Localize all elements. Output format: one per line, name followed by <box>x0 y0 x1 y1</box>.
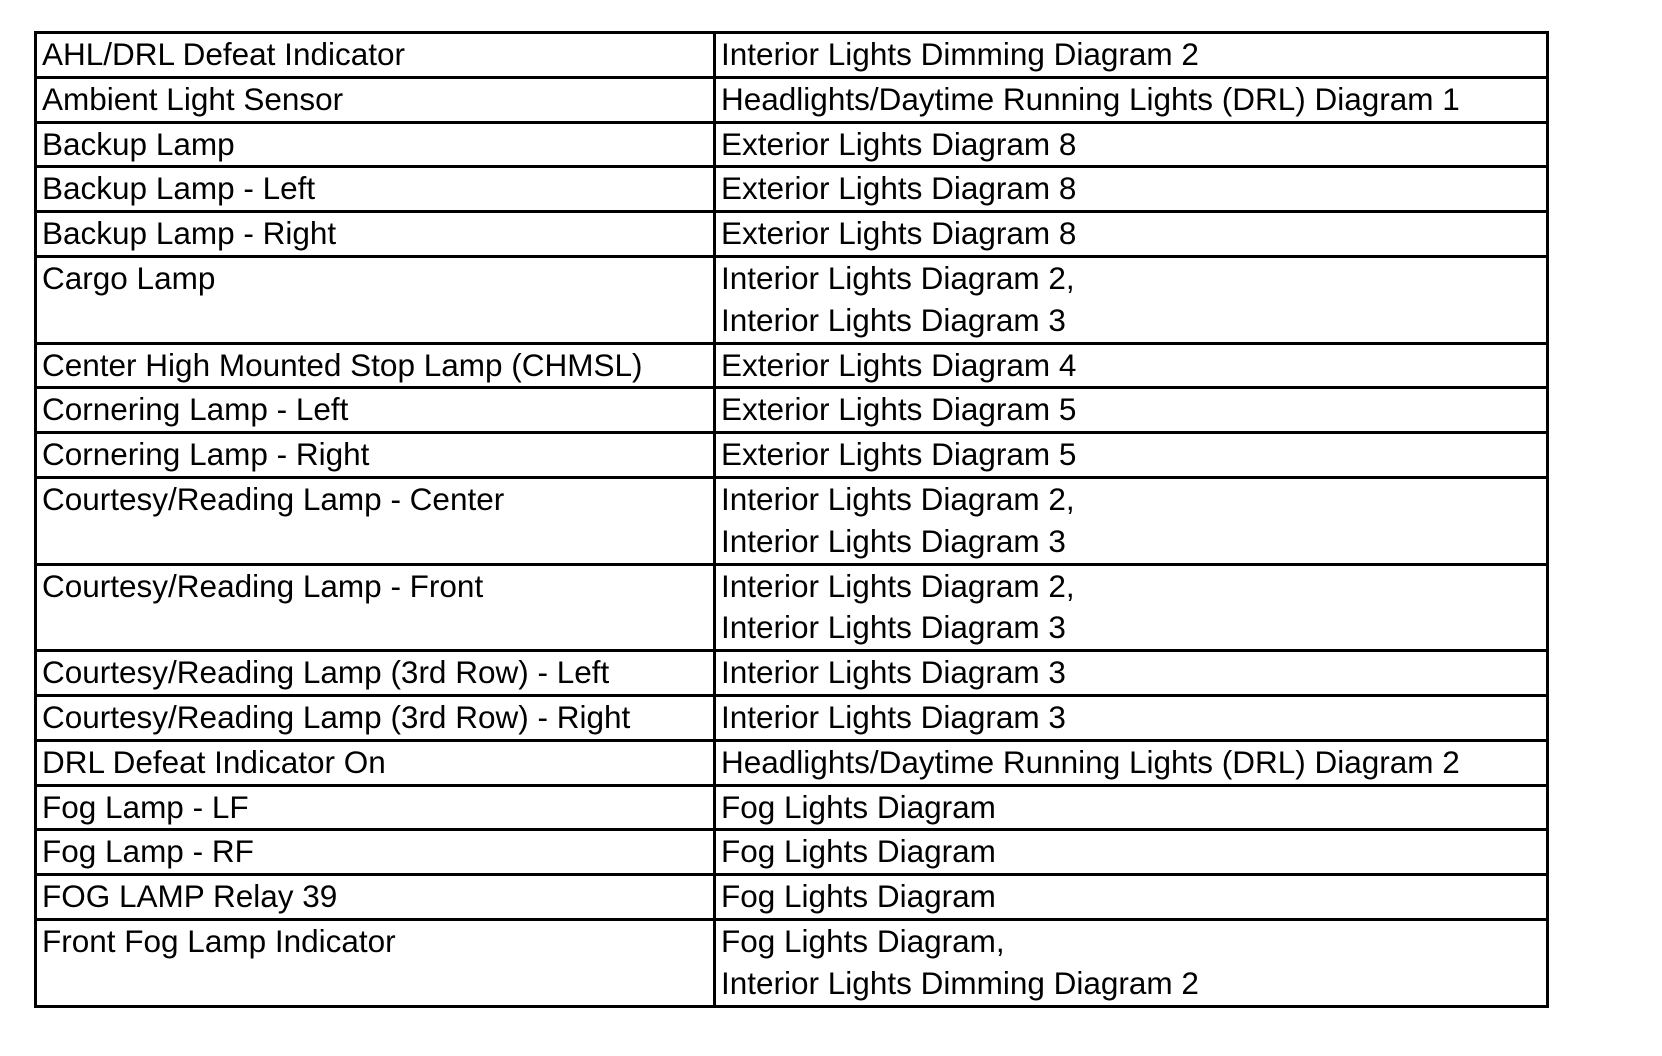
table-row <box>36 919 1548 1006</box>
component-cell: Backup Lamp <box>36 122 715 167</box>
diagram-reference: Interior Lights Diagram 3 <box>721 522 1066 559</box>
diagram-reference: Exterior Lights Diagram 4 <box>721 346 1077 383</box>
component-cell: Cargo Lamp <box>36 256 715 343</box>
table-row <box>36 433 1548 478</box>
diagram-cell <box>715 919 1548 1006</box>
diagram-cell <box>715 33 1548 78</box>
diagram-cell <box>715 343 1548 388</box>
diagram-cell <box>715 740 1548 785</box>
component-cell: Backup Lamp - Right <box>36 212 715 257</box>
diagram-cell <box>715 695 1548 740</box>
diagram-reference: Interior Lights Diagram 3 <box>721 609 1066 646</box>
table-row <box>36 122 1548 167</box>
diagram-cell <box>715 122 1548 167</box>
diagram-cell <box>715 433 1548 478</box>
table-row <box>36 651 1548 696</box>
diagram-cell <box>715 785 1548 830</box>
table-row <box>36 212 1548 257</box>
diagram-reference: Interior Lights Diagram 3 <box>721 301 1066 338</box>
component-cell: Fog Lamp - RF <box>36 830 715 875</box>
diagram-reference: Fog Lights Diagram <box>721 788 996 825</box>
diagram-reference: Exterior Lights Diagram 8 <box>721 215 1077 252</box>
component-cell: Center High Mounted Stop Lamp (CHMSL) <box>36 343 715 388</box>
table-row <box>36 695 1548 740</box>
component-cell: Courtesy/Reading Lamp - Front <box>36 564 715 651</box>
diagram-reference: Headlights/Daytime Running Lights (DRL) Diagram 2 <box>721 743 1460 780</box>
diagram-reference: Interior Lights Dimming Diagram 2 <box>721 964 1199 1001</box>
diagram-cell <box>715 477 1548 564</box>
table-row <box>36 740 1548 785</box>
diagram-reference: Headlights/Daytime Running Lights (DRL) Diagram 1 <box>721 80 1460 117</box>
table-row <box>36 256 1548 343</box>
table-row <box>36 388 1548 433</box>
diagram-cell <box>715 651 1548 696</box>
table-row <box>36 785 1548 830</box>
diagram-reference: Exterior Lights Diagram 8 <box>721 170 1077 207</box>
component-cell: Courtesy/Reading Lamp (3rd Row) - Left <box>36 651 715 696</box>
component-diagram-table <box>34 31 1549 1008</box>
diagram-reference: Fog Lights Diagram <box>721 878 996 915</box>
diagram-reference: Interior Lights Dimming Diagram 2 <box>721 36 1199 72</box>
table-row <box>36 33 1548 78</box>
table-body <box>36 33 1548 1007</box>
component-cell: Cornering Lamp - Right <box>36 433 715 478</box>
component-cell: Fog Lamp - LF <box>36 785 715 830</box>
diagram-cell <box>715 77 1548 122</box>
diagram-cell <box>715 256 1548 343</box>
table-row <box>36 167 1548 212</box>
diagram-reference: Interior Lights Diagram 2, <box>721 567 1075 604</box>
diagram-cell <box>715 830 1548 875</box>
component-cell: Courtesy/Reading Lamp - Center <box>36 477 715 564</box>
component-cell: DRL Defeat Indicator On <box>36 740 715 785</box>
diagram-cell <box>715 388 1548 433</box>
diagram-reference: Exterior Lights Diagram 8 <box>721 125 1077 162</box>
diagram-reference: Exterior Lights Diagram 5 <box>721 391 1077 428</box>
diagram-reference: Interior Lights Diagram 2, <box>721 480 1075 517</box>
diagram-reference: Interior Lights Diagram 3 <box>721 698 1066 735</box>
component-cell: Front Fog Lamp Indicator <box>36 919 715 1006</box>
table-row <box>36 830 1548 875</box>
table-row <box>36 343 1548 388</box>
table-row <box>36 477 1548 564</box>
diagram-cell <box>715 564 1548 651</box>
component-cell: Backup Lamp - Left <box>36 167 715 212</box>
diagram-cell <box>715 212 1548 257</box>
component-cell: Cornering Lamp - Left <box>36 388 715 433</box>
table-row <box>36 77 1548 122</box>
component-cell: FOG LAMP Relay 39 <box>36 875 715 920</box>
table-row <box>36 875 1548 920</box>
diagram-reference: Fog Lights Diagram <box>721 833 996 870</box>
diagram-reference: Interior Lights Diagram 2, <box>721 259 1075 296</box>
diagram-reference: Exterior Lights Diagram 5 <box>721 436 1077 473</box>
diagram-cell <box>715 167 1548 212</box>
component-cell: Courtesy/Reading Lamp (3rd Row) - Right <box>36 695 715 740</box>
diagram-reference: Fog Lights Diagram, <box>721 922 1005 959</box>
component-cell: Ambient Light Sensor <box>36 77 715 122</box>
diagram-reference: Interior Lights Diagram 3 <box>721 654 1066 691</box>
table-row <box>36 564 1548 651</box>
component-cell: AHL/DRL Defeat Indicator <box>36 33 715 78</box>
diagram-cell <box>715 875 1548 920</box>
